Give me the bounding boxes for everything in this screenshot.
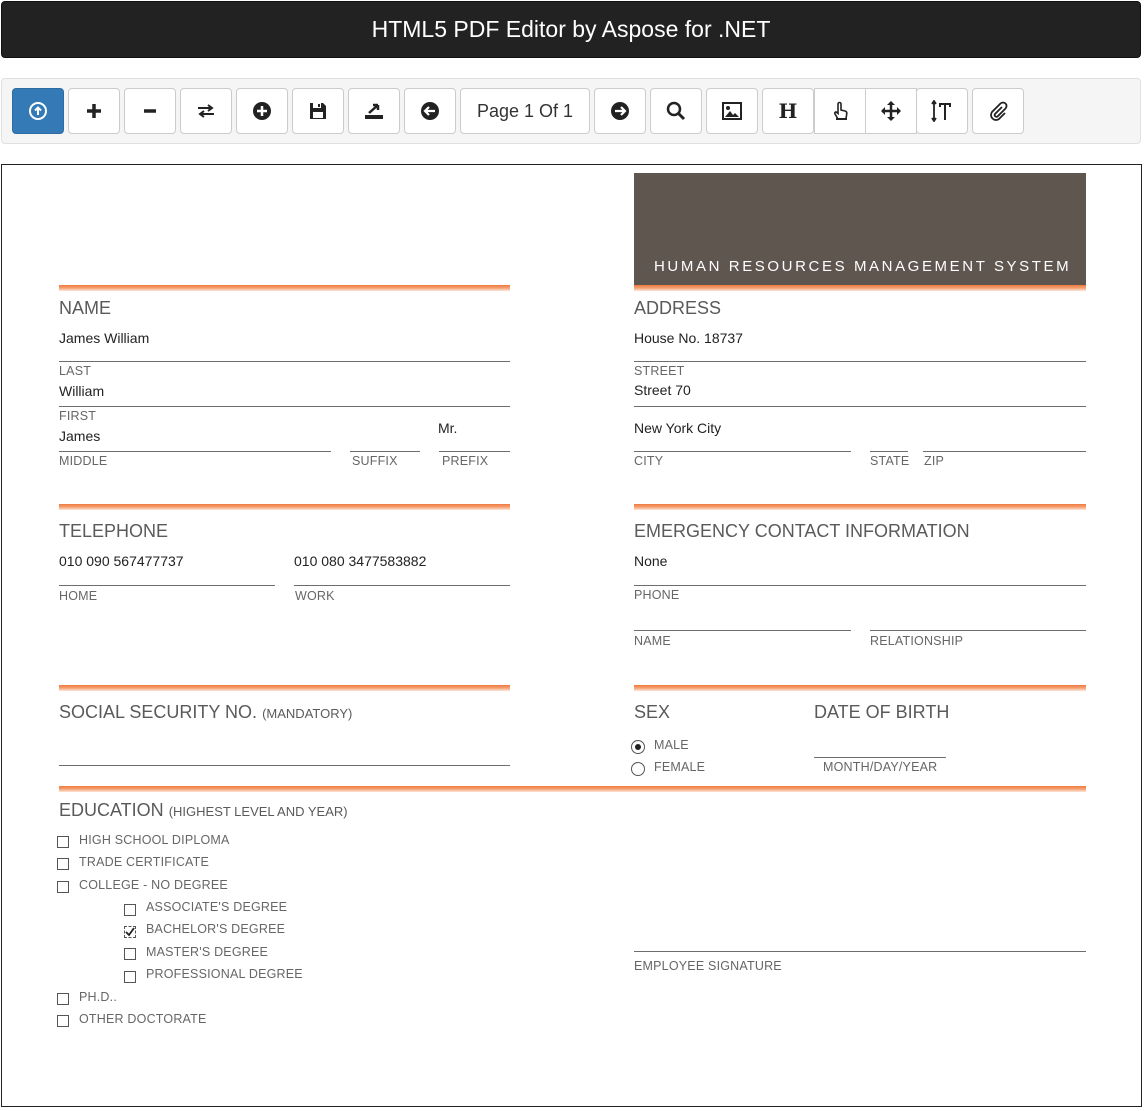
orange-divider <box>59 685 510 691</box>
work-phone-underline <box>294 585 510 586</box>
field-underline <box>59 361 510 362</box>
sex-male-label: MALE <box>654 738 689 752</box>
first-name-field[interactable]: James <box>59 428 101 444</box>
sex-section-title: SEX <box>634 702 671 722</box>
ssn-field-underline[interactable] <box>59 765 510 766</box>
last-name-label: LAST <box>59 364 92 378</box>
editor-toolbar <box>1 78 1141 144</box>
dob-section-title: DATE OF BIRTH <box>814 702 950 722</box>
add-page-button[interactable] <box>236 88 288 134</box>
pdf-page <box>1 164 1142 1107</box>
next-page-icon <box>610 101 630 121</box>
ssn-note: (MANDATORY) <box>262 706 353 721</box>
first-name-label: FIRST <box>59 409 97 423</box>
ssn-section-title <box>59 702 352 723</box>
education-option-label: ASSOCIATE'S DEGREE <box>146 900 288 914</box>
education-section-title <box>59 800 348 821</box>
sex-female-label: FEMALE <box>654 760 706 774</box>
zoom-out-icon <box>141 102 159 120</box>
city-label: CITY <box>634 454 664 468</box>
middle-name-label: MIDDLE <box>59 454 108 468</box>
home-phone-label: HOME <box>59 589 98 603</box>
previous-page-icon <box>420 101 440 121</box>
orange-divider <box>634 685 1086 691</box>
field-underline <box>634 406 1086 407</box>
suffix-underline <box>350 451 420 452</box>
street-field[interactable]: Street 70 <box>634 382 691 398</box>
relationship-label: RELATIONSHIP <box>870 634 964 648</box>
education-option-label: PROFESSIONAL DEGREE <box>146 967 303 981</box>
swap-button[interactable] <box>180 88 232 134</box>
previous-page-button[interactable] <box>404 88 456 134</box>
work-phone-label: WORK <box>295 589 335 603</box>
middle-name-underline <box>59 451 331 452</box>
education-checkbox[interactable] <box>57 993 69 1005</box>
dob-field-underline[interactable] <box>814 757 946 758</box>
sex-female-radio[interactable] <box>631 762 645 776</box>
app-title: HTML5 PDF Editor by Aspose for .NET <box>371 16 771 42</box>
state-underline <box>870 451 908 452</box>
emergency-phone-field[interactable]: None <box>634 553 668 569</box>
education-checkbox[interactable] <box>57 1015 69 1027</box>
zoom-in-button[interactable] <box>68 88 120 134</box>
state-label: STATE <box>870 454 910 468</box>
pointer-button[interactable] <box>814 88 866 134</box>
signature-underline[interactable] <box>634 951 1086 952</box>
emergency-section-title: EMERGENCY CONTACT INFORMATION <box>634 521 970 541</box>
field-underline <box>634 585 1086 586</box>
upload-icon <box>29 102 47 120</box>
page-indicator <box>460 88 590 134</box>
export-icon <box>364 102 384 120</box>
prefix-underline <box>439 451 510 452</box>
city-underline <box>634 451 851 452</box>
address-section-title: ADDRESS <box>634 298 722 318</box>
education-note: (HIGHEST LEVEL AND YEAR) <box>168 804 348 819</box>
education-option-label: PH.D.. <box>79 990 118 1004</box>
svg-text:H: H <box>778 101 798 121</box>
last-name-field[interactable]: William <box>59 383 105 399</box>
attachment-button[interactable] <box>972 88 1024 134</box>
move-icon <box>881 101 901 121</box>
telephone-section-title: TELEPHONE <box>59 521 169 541</box>
heading-button[interactable] <box>762 88 814 134</box>
move-button[interactable] <box>865 88 917 134</box>
orange-divider <box>59 285 510 291</box>
orange-divider <box>59 786 1086 792</box>
sex-male-radio[interactable] <box>631 740 645 754</box>
insert-image-button[interactable] <box>706 88 758 134</box>
education-option-label: HIGH SCHOOL DIPLOMA <box>79 833 230 847</box>
emergency-phone-label: PHONE <box>634 588 680 602</box>
attachment-icon <box>988 101 1008 121</box>
pointer-icon <box>831 101 849 121</box>
education-option-label: MASTER'S DEGREE <box>146 945 269 959</box>
education-option-label: TRADE CERTIFICATE <box>79 855 210 869</box>
house-number-field[interactable]: House No. 18737 <box>634 330 743 346</box>
prefix-field[interactable]: Mr. <box>438 420 458 436</box>
image-icon <box>722 102 742 120</box>
education-checkbox[interactable] <box>57 858 69 870</box>
education-title-text: EDUCATION <box>59 800 164 820</box>
education-option-label: COLLEGE - NO DEGREE <box>79 878 228 892</box>
city-field[interactable]: New York City <box>634 420 722 436</box>
education-checkbox[interactable] <box>124 971 136 983</box>
header-banner-text: HUMAN RESOURCES MANAGEMENT SYSTEM <box>654 258 1072 275</box>
heading-icon <box>778 101 798 121</box>
field-underline <box>634 361 1086 362</box>
relationship-underline <box>870 630 1086 631</box>
page-indicator-label: Page 1 Of 1 <box>476 100 574 121</box>
street-label: STREET <box>634 364 685 378</box>
emergency-name-underline <box>634 630 851 631</box>
zip-label: ZIP <box>924 454 945 468</box>
export-button[interactable] <box>348 88 400 134</box>
add-page-icon <box>252 101 272 121</box>
text-icon <box>931 100 953 122</box>
app-title-bar <box>1 1 1141 58</box>
education-option-label: OTHER DOCTORATE <box>79 1012 207 1026</box>
signature-label: EMPLOYEE SIGNATURE <box>634 959 782 973</box>
education-checkbox[interactable] <box>57 836 69 848</box>
zoom-out-button[interactable] <box>124 88 176 134</box>
dob-format-label: MONTH/DAY/YEAR <box>823 760 938 774</box>
swap-icon <box>196 102 216 120</box>
education-checkbox[interactable] <box>124 904 136 916</box>
emergency-name-label: NAME <box>634 634 671 648</box>
ssn-title-text: SOCIAL SECURITY NO. <box>59 702 258 722</box>
search-icon <box>666 101 686 121</box>
search-button[interactable] <box>650 88 702 134</box>
education-option-label: BACHELOR'S DEGREE <box>146 922 286 936</box>
name-section-title: NAME <box>59 298 112 318</box>
save-button[interactable] <box>292 88 344 134</box>
zip-underline <box>923 451 1086 452</box>
save-icon <box>309 102 327 120</box>
education-checkbox[interactable] <box>57 881 69 893</box>
orange-divider <box>634 504 1086 510</box>
zoom-in-icon <box>85 102 103 120</box>
orange-divider <box>59 504 510 510</box>
upload-button[interactable] <box>12 88 64 134</box>
full-name-field[interactable]: James William <box>59 330 150 346</box>
education-checkbox-checked[interactable] <box>124 926 136 938</box>
next-page-button[interactable] <box>594 88 646 134</box>
checkmark-icon <box>125 927 135 937</box>
suffix-label: SUFFIX <box>352 454 398 468</box>
orange-divider <box>634 285 1086 291</box>
home-phone-underline <box>59 585 275 586</box>
education-checkbox[interactable] <box>124 948 136 960</box>
work-phone-field[interactable]: 010 080 3477583882 <box>294 553 427 569</box>
field-underline <box>59 406 510 407</box>
prefix-label: PREFIX <box>442 454 489 468</box>
text-button[interactable] <box>916 88 968 134</box>
home-phone-field[interactable]: 010 090 567477737 <box>59 553 184 569</box>
header-banner <box>634 173 1086 285</box>
